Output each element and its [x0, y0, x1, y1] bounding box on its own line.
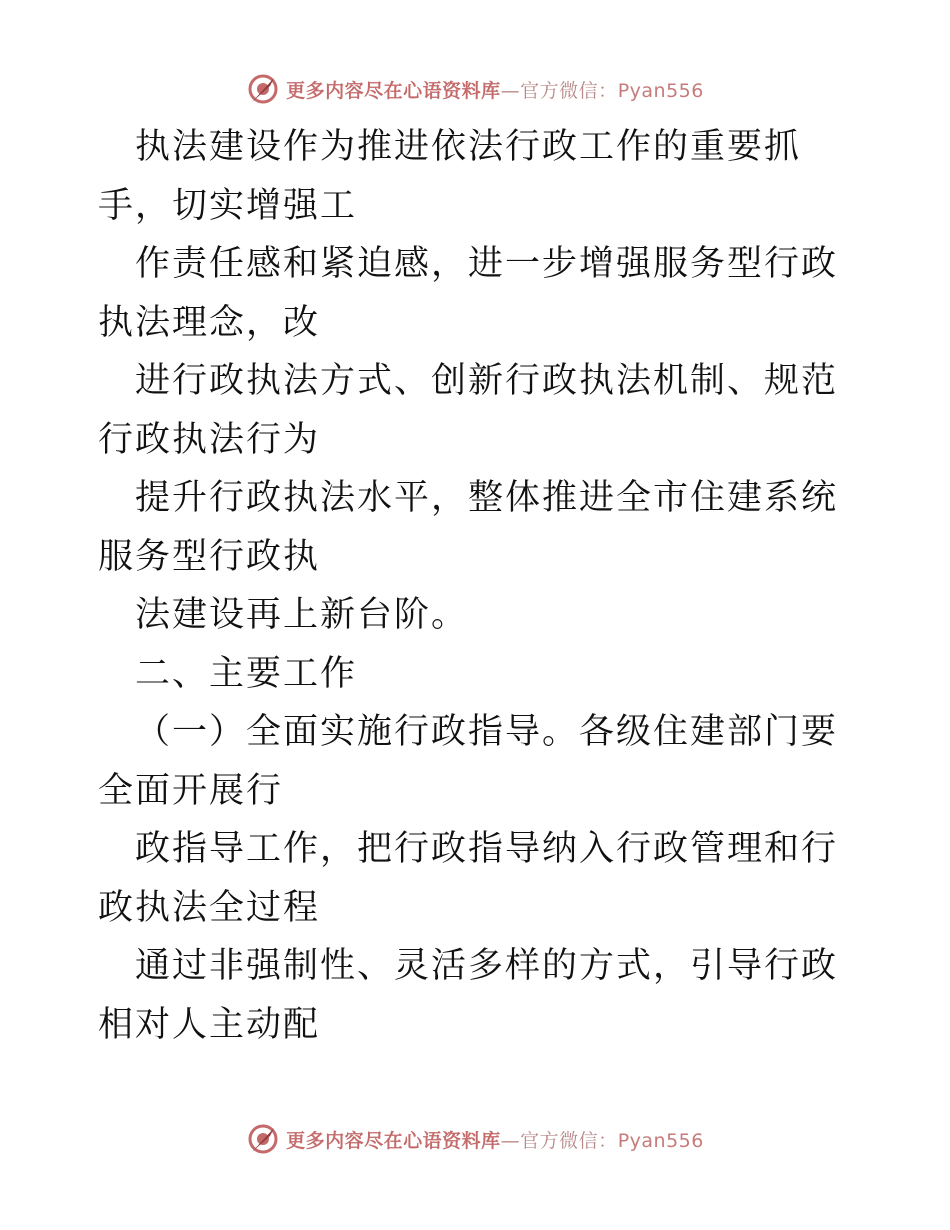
watermark-brand: 更多内容尽在心语资料库	[286, 1129, 501, 1152]
watermark-id: Pyan556	[617, 79, 704, 102]
section-heading: 二、主要工作	[135, 653, 358, 694]
quill-logo-icon	[246, 1122, 280, 1156]
watermark-id: Pyan556	[617, 1129, 704, 1152]
document-body	[98, 118, 858, 1054]
paragraph: 进行政执法方式、创新行政执法机制、规范行政执法行为	[98, 361, 839, 460]
paragraph: 提升行政执法水平，整体推进全市住建系统服务型行政执	[98, 478, 839, 577]
watermark-dash: —	[500, 1129, 521, 1152]
quill-logo-icon	[246, 72, 280, 106]
paragraph: 执法建设作为推进依法行政工作的重要抓手，切实增强工	[98, 127, 802, 226]
watermark-label: 官方微信：	[520, 79, 618, 102]
header-watermark	[0, 72, 950, 106]
paragraph: 通过非强制性、灵活多样的方式，引导行政相对人主动配	[98, 946, 839, 1045]
paragraph: （一）全面实施行政指导。各级住建部门要全面开展行	[98, 712, 839, 811]
watermark-dash: —	[500, 79, 521, 102]
footer-watermark	[0, 1122, 950, 1156]
watermark-text	[286, 1126, 704, 1153]
paragraph: 法建设再上新台阶。	[135, 595, 469, 635]
watermark-label: 官方微信：	[520, 1129, 618, 1152]
watermark-brand: 更多内容尽在心语资料库	[286, 79, 501, 102]
paragraph: 政指导工作，把行政指导纳入行政管理和行政执法全过程	[98, 829, 839, 928]
paragraph: 作责任感和紧迫感，进一步增强服务型行政执法理念，改	[98, 244, 839, 343]
watermark-text	[286, 76, 704, 103]
